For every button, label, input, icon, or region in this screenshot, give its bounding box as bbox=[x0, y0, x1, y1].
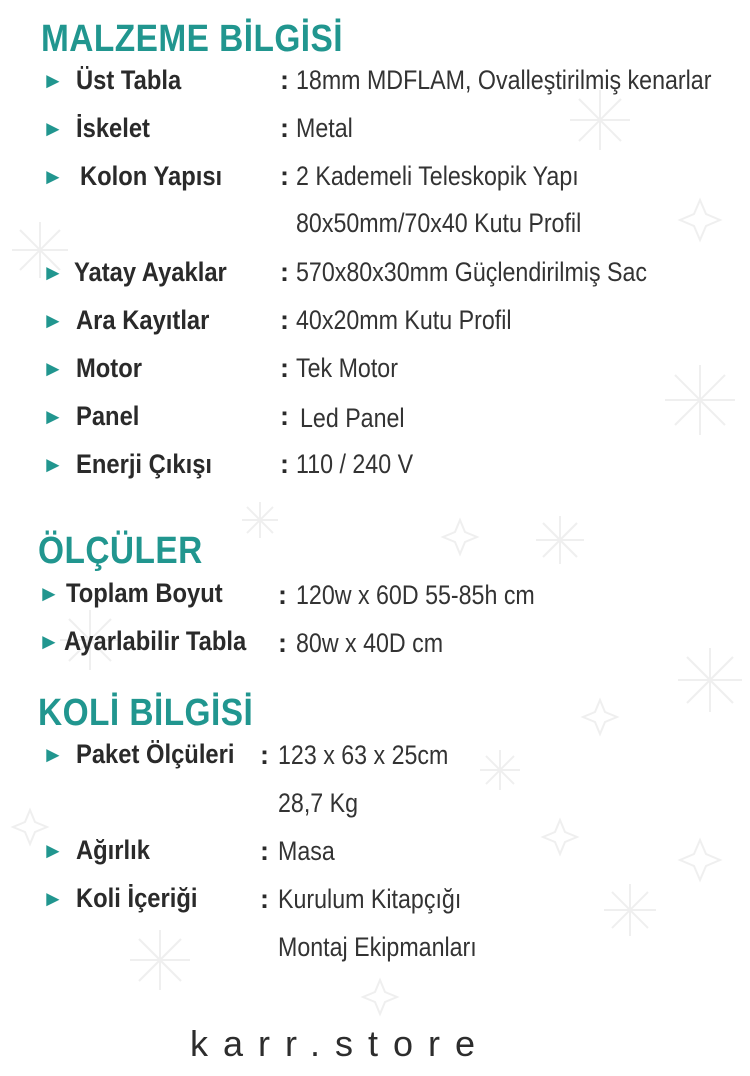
row-value: Tek Motor bbox=[296, 353, 398, 383]
row-label: Panel bbox=[76, 401, 140, 431]
star-icon bbox=[680, 200, 720, 240]
row-value-continued: 28,7 Kg bbox=[278, 788, 359, 818]
row-colon: : bbox=[280, 449, 289, 479]
row-colon: : bbox=[280, 257, 289, 287]
star-icon bbox=[680, 840, 720, 880]
bullet-arrow-icon: ► bbox=[38, 581, 60, 606]
section-title-materials: MALZEME BİLGİSİ bbox=[41, 18, 343, 60]
row-value: 110 / 240 V bbox=[296, 449, 414, 479]
star-icon bbox=[363, 980, 397, 1014]
bullet-arrow-icon: ► bbox=[42, 164, 64, 189]
row-value: 40x20mm Kutu Profil bbox=[296, 305, 512, 335]
snowflake-icon bbox=[570, 90, 630, 150]
row-label: Toplam Boyut bbox=[66, 578, 223, 608]
bullet-arrow-icon: ► bbox=[42, 838, 64, 863]
bullet-arrow-icon: ► bbox=[42, 742, 64, 767]
row-label: Koli İçeriği bbox=[76, 883, 198, 913]
row-value-continued: Montaj Ekipmanları bbox=[278, 932, 477, 962]
row-colon: : bbox=[280, 65, 289, 95]
row-label: Motor bbox=[76, 353, 142, 383]
bullet-arrow-icon: ► bbox=[42, 308, 64, 333]
row-label: Enerji Çıkışı bbox=[76, 449, 213, 479]
row-label: Ağırlık bbox=[76, 835, 150, 865]
row-colon: : bbox=[280, 401, 289, 431]
row-value: Kurulum Kitapçığı bbox=[278, 884, 462, 914]
row-value: 2 Kademeli Teleskopik Yapı bbox=[296, 161, 579, 191]
row-colon: : bbox=[260, 836, 269, 866]
star-icon bbox=[543, 820, 577, 854]
section-title-dimensions: ÖLÇÜLER bbox=[38, 530, 203, 572]
row-colon: : bbox=[280, 113, 289, 143]
row-value: 120w x 60D 55-85h cm bbox=[296, 580, 535, 610]
bullet-arrow-icon: ► bbox=[42, 452, 64, 477]
star-icon bbox=[583, 700, 617, 734]
row-value-continued: 80x50mm/70x40 Kutu Profil bbox=[296, 208, 582, 238]
row-label: Yatay Ayaklar bbox=[74, 257, 227, 287]
snowflake-icon bbox=[242, 502, 278, 538]
bullet-arrow-icon: ► bbox=[42, 404, 64, 429]
row-value: Led Panel bbox=[300, 403, 405, 433]
snowflake-icon bbox=[480, 750, 520, 790]
row-colon: : bbox=[278, 628, 287, 658]
bullet-arrow-icon: ► bbox=[42, 260, 64, 285]
row-label: Kolon Yapısı bbox=[80, 161, 223, 191]
bullet-arrow-icon: ► bbox=[42, 356, 64, 381]
row-value: 570x80x30mm Güçlendirilmiş Sac bbox=[296, 257, 648, 287]
row-value: 18mm MDFLAM, Ovalleştirilmiş kenarlar bbox=[296, 65, 712, 95]
row-colon: : bbox=[280, 161, 289, 191]
bullet-arrow-icon: ► bbox=[42, 886, 64, 911]
snowflake-icon bbox=[130, 930, 190, 990]
star-icon bbox=[443, 520, 477, 554]
row-value: Masa bbox=[278, 836, 335, 866]
row-label: Paket Ölçüleri bbox=[76, 739, 235, 769]
row-colon: : bbox=[280, 305, 289, 335]
snowflake-icon bbox=[678, 648, 742, 712]
row-label: Üst Tabla bbox=[76, 65, 182, 95]
brand-footer: karr.store bbox=[190, 1023, 491, 1064]
row-label: Ayarlabilir Tabla bbox=[64, 626, 247, 656]
row-value: Metal bbox=[296, 113, 353, 143]
section-title-package: KOLİ BİLGİSİ bbox=[38, 692, 254, 734]
row-value: 123 x 63 x 25cm bbox=[278, 740, 449, 770]
snowflake-icon bbox=[604, 884, 656, 936]
bullet-arrow-icon: ► bbox=[38, 629, 60, 654]
snowflake-icon bbox=[536, 516, 584, 564]
snowflake-icon bbox=[665, 365, 735, 435]
row-colon: : bbox=[278, 580, 287, 610]
row-colon: : bbox=[280, 353, 289, 383]
row-colon: : bbox=[260, 740, 269, 770]
bullet-arrow-icon: ► bbox=[42, 116, 64, 141]
row-colon: : bbox=[260, 884, 269, 914]
row-label: İskelet bbox=[76, 113, 150, 143]
bullet-arrow-icon: ► bbox=[42, 68, 64, 93]
row-value: 80w x 40D cm bbox=[296, 628, 444, 658]
row-label: Ara Kayıtlar bbox=[76, 305, 210, 335]
